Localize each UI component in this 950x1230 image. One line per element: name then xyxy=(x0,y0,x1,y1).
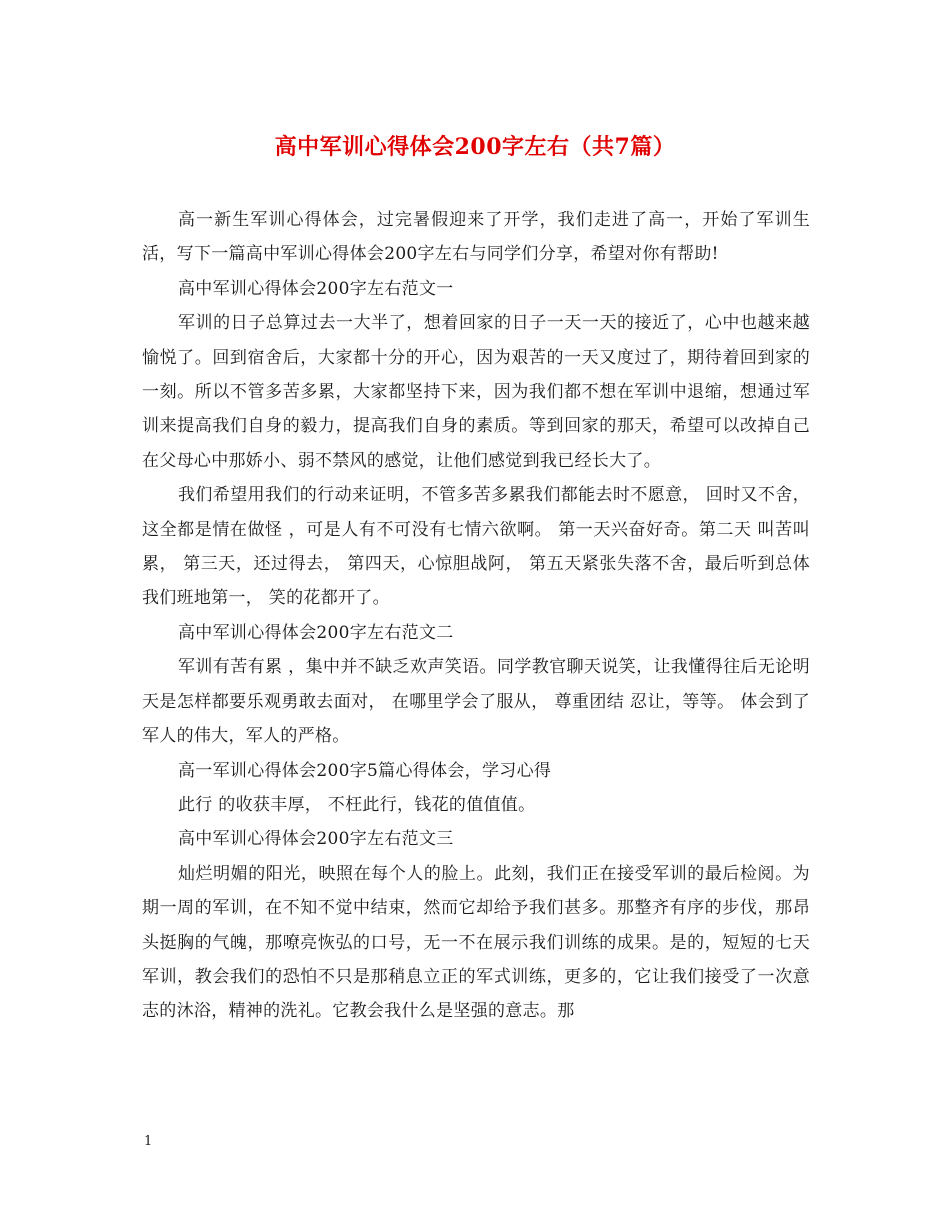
section-heading-1: 高中军训心得体会200字左右范文一 xyxy=(178,278,454,299)
page-number: 1 xyxy=(144,1134,153,1149)
section-heading-2: 高中军训心得体会200字左右范文二 xyxy=(178,622,454,643)
intro-paragraph: 高一新生军训心得体会，过完暑假迎来了开学，我们走进了高一，开始了军训生活，写下一篇高中军训心得体会200字左右与同学们分享，希望对你有帮助! xyxy=(142,210,810,265)
document-title: 高中军训心得体会200字左右（共7篇） xyxy=(274,134,676,160)
related-link-line: 高一军训心得体会200字5篇心得体会，学习心得 xyxy=(178,760,552,781)
paragraph: 此行 的收获丰厚， 不枉此行，钱花的值值值。 xyxy=(178,794,536,815)
paragraph: 我们希望用我们的行动来证明，不管多苦多累我们都能去时不愿意， 回时又不舍， 这全都是情在做怪 ，可是人有不可没有七情六欲啊。 第一天兴奋好奇。第二天 叫苦叫累， 第三天，还过得去， 第四天，心惊胆战阿， 第五天紧张失落不舍，最后听到总体我们班地第一， 笑的花都开了。 xyxy=(142,485,810,609)
paragraph: 灿烂明媚的阳光，映照在每个人的脸上。此刻，我们正在接受军训的最后检阅。为期一周的军训，在不知不觉中结束，然而它却给予我们甚多。那整齐有序的步伐，那昂头挺胸的气魄，那嘹亮恢弘的口号，无一不在展示我们训练的成果。是的，短短的七天军训，教会我们的恐怕不只是那稍息立正的军式训练，更多的，它让我们接受了一次意志的沐浴，精神的洗礼。它教会我什么是坚强的意志。那 xyxy=(142,863,810,1022)
paragraph: 军训有苦有累 ，集中并不缺乏欢声笑语。同学教官聊天说笑，让我懂得往后无论明天是怎样都要乐观勇敢去面对， 在哪里学会了服从， 尊重团结 忍让，等等。 体会到了军人的伟大，军人的严格。 xyxy=(142,657,810,747)
section-heading-3: 高中军训心得体会200字左右范文三 xyxy=(178,829,454,850)
paragraph: 军训的日子总算过去一大半了，想着回家的日子一天一天的接近了，心中也越来越愉悦了。回到宿舍后，大家都十分的开心，因为艰苦的一天又度过了，期待着回到家的一刻。所以不管多苦多累，大家都坚持下来，因为我们都不想在军训中退缩，想通过军训来提高我们自身的毅力，提高我们自身的素质。等到回家的那天，希望可以改掉自己在父母心中那娇小、弱不禁风的感觉，让他们感觉到我已经长大了。 xyxy=(142,313,810,471)
document-body xyxy=(142,203,810,1029)
